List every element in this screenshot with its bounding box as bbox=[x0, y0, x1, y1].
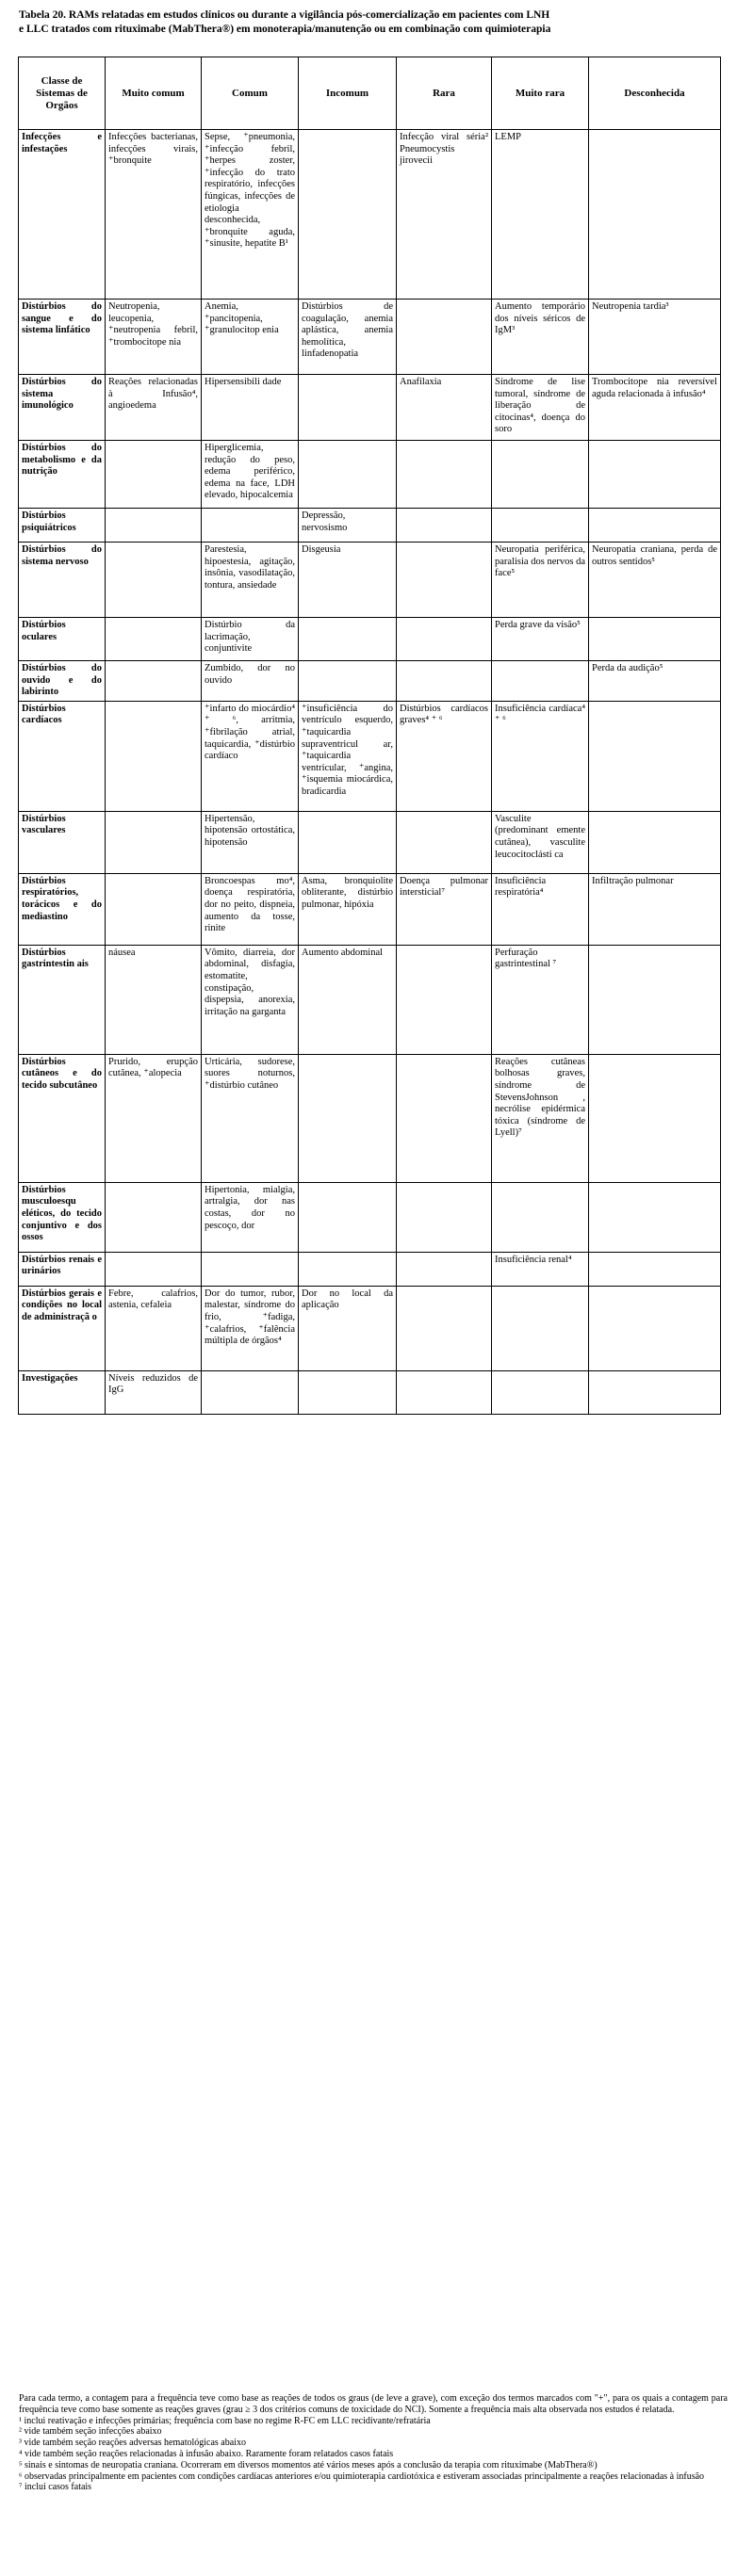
table-cell-unknown bbox=[589, 1370, 721, 1414]
cell-text: Parestesia, hipoestesia, agitação, insônia, vasodilatação, tontura, ansiedade bbox=[205, 544, 295, 591]
header-common: Comum bbox=[202, 57, 299, 130]
table-cell-rare bbox=[397, 1370, 492, 1414]
table-row bbox=[19, 661, 721, 702]
header-unknown: Desconhecida bbox=[589, 57, 721, 130]
header-uncommon: Incomum bbox=[299, 57, 397, 130]
footnote-intro: Para cada termo, a contagem para a frequência teve como base as reações de todos os graus (de leve a grave), com exceção dos termos marcados com "+", para os quais a contagem para frequência teve como base somente as reações graves (grau ≥ 3 dos critérios comuns de toxicidade do NCI). Somente a frequência mais alta observada nos estudos é relatada. bbox=[19, 2393, 728, 2415]
table-cell-system-class bbox=[19, 945, 106, 1054]
table-cell-very-rare bbox=[492, 873, 589, 945]
cell-text: Distúrbios gastrintestin ais bbox=[22, 947, 89, 970]
cell-text: Febre, calafrios, astenia, cefaleia bbox=[108, 1288, 198, 1311]
cell-text: Infiltração pulmonar bbox=[592, 875, 674, 886]
table-cell-very-rare bbox=[492, 945, 589, 1054]
table-cell-very-rare bbox=[492, 1370, 589, 1414]
table-cell-very-common bbox=[106, 661, 202, 702]
cell-text: Distúrbios respiratórios, torácicos e do mediastino bbox=[22, 875, 102, 922]
table-cell-uncommon bbox=[299, 1182, 397, 1252]
cell-text: Perda grave da visão⁵ bbox=[495, 620, 581, 630]
cell-text: Infecções e infestações bbox=[22, 132, 102, 154]
table-cell-system-class bbox=[19, 130, 106, 300]
cell-text: Vômito, diarreia, dor abdominal, disfagia, estomatite, constipação, dispepsia, anorexia, irritação na garganta bbox=[205, 947, 295, 1017]
cell-text: Sepse, ⁺pneumonia, ⁺infecção febril, ⁺herpes zoster, ⁺infecção do trato respiratório, infecções fúngicas, infecções de etiologia desconhecida, ⁺bronquite aguda, ⁺sinusite, hepatite B¹ bbox=[205, 132, 295, 250]
cell-text: ⁺infarto do miocárdio⁴ ⁺ ⁶, arritmia, ⁺fibrilação atrial, taquicardia, ⁺distúrbio cardíaco bbox=[205, 703, 295, 762]
table-cell-unknown bbox=[589, 543, 721, 618]
table-cell-rare bbox=[397, 300, 492, 375]
header-very-common: Muito comum bbox=[106, 57, 202, 130]
table-cell-rare bbox=[397, 1054, 492, 1182]
table-cell-unknown bbox=[589, 300, 721, 375]
cell-text: Neutropenia tardia³ bbox=[592, 301, 669, 312]
table-cell-unknown bbox=[589, 811, 721, 873]
table-cell-very-common bbox=[106, 1054, 202, 1182]
table-cell-uncommon bbox=[299, 701, 397, 811]
table-cell-unknown bbox=[589, 441, 721, 509]
cell-text: Distúrbios do sistema nervoso bbox=[22, 544, 102, 567]
table-row bbox=[19, 873, 721, 945]
cell-text: Níveis reduzidos de IgG bbox=[108, 1372, 198, 1396]
table-cell-very-common bbox=[106, 441, 202, 509]
table-cell-unknown bbox=[589, 1054, 721, 1182]
table-cell-system-class bbox=[19, 375, 106, 441]
table-row bbox=[19, 618, 721, 661]
cell-text: Insuficiência renal⁴ bbox=[495, 1254, 572, 1265]
table-cell-common bbox=[202, 1182, 299, 1252]
table-cell-uncommon bbox=[299, 811, 397, 873]
table-cell-system-class bbox=[19, 1252, 106, 1286]
table-cell-uncommon bbox=[299, 1252, 397, 1286]
table-body bbox=[19, 130, 721, 1415]
table-cell-uncommon bbox=[299, 130, 397, 300]
table-row bbox=[19, 701, 721, 811]
table-cell-rare bbox=[397, 1252, 492, 1286]
table-cell-very-common bbox=[106, 1252, 202, 1286]
table-row bbox=[19, 441, 721, 509]
table-cell-very-rare bbox=[492, 811, 589, 873]
cell-text: Zumbido, dor no ouvido bbox=[205, 663, 295, 686]
table-cell-very-common bbox=[106, 300, 202, 375]
table-cell-very-common bbox=[106, 375, 202, 441]
table-cell-rare bbox=[397, 811, 492, 873]
cell-text: Depressão, nervosismo bbox=[302, 510, 348, 533]
table-cell-unknown bbox=[589, 130, 721, 300]
footnote-item: ⁵ sinais e sintomas de neuropatia craniana. Ocorreram em diversos momentos até vários meses após a conclusão da terapia com rituximabe (MabThera®) bbox=[19, 2459, 598, 2471]
cell-text: Infecções bacterianas, infecções virais, ⁺bronquite bbox=[108, 132, 198, 167]
table-cell-very-common bbox=[106, 1370, 202, 1414]
cell-text: Distúrbios cardíacos bbox=[22, 703, 66, 726]
footnote-item: ³ vide também seção reações adversas hematológicas abaixo bbox=[19, 2438, 246, 2449]
cell-text: Insuficiência cardíaca⁴ ⁺ ⁶ bbox=[495, 703, 585, 726]
table-cell-uncommon bbox=[299, 873, 397, 945]
table-cell-system-class bbox=[19, 1286, 106, 1370]
cell-text: Infecção viral séria² Pneumocystis jirovecii bbox=[400, 132, 488, 167]
table-cell-uncommon bbox=[299, 618, 397, 661]
table-cell-rare bbox=[397, 661, 492, 702]
table-cell-common bbox=[202, 130, 299, 300]
table-cell-very-common bbox=[106, 811, 202, 873]
table-cell-very-rare bbox=[492, 130, 589, 300]
table-cell-uncommon bbox=[299, 1054, 397, 1182]
header-system-class: Classe de Sistemas de Orgãos bbox=[19, 57, 106, 130]
table-cell-unknown bbox=[589, 1252, 721, 1286]
table-cell-very-rare bbox=[492, 1252, 589, 1286]
table-cell-uncommon bbox=[299, 945, 397, 1054]
cell-text: Reações relacionadas à Infusão⁴, angioedema bbox=[108, 377, 198, 412]
table-cell-system-class bbox=[19, 300, 106, 375]
table-row bbox=[19, 543, 721, 618]
cell-text: Anemia, ⁺pancitopenia, ⁺granulocitop enia bbox=[205, 301, 279, 336]
header-very-rare: Muito rara bbox=[492, 57, 589, 130]
table-cell-uncommon bbox=[299, 1370, 397, 1414]
table-cell-common bbox=[202, 701, 299, 811]
table-row bbox=[19, 375, 721, 441]
table-cell-uncommon bbox=[299, 441, 397, 509]
table-cell-very-rare bbox=[492, 441, 589, 509]
cell-text: Hiperglicemia, redução do peso, edema periférico, edema na face, LDH elevado, hipocalcemia bbox=[205, 443, 295, 501]
table-cell-very-common bbox=[106, 618, 202, 661]
cell-text: Disgeusia bbox=[302, 544, 341, 555]
cell-text: Distúrbio da lacrimação, conjuntivite bbox=[205, 620, 295, 655]
table-cell-very-common bbox=[106, 945, 202, 1054]
table-cell-rare bbox=[397, 1286, 492, 1370]
footnote-item: ⁷ inclui casos fatais bbox=[19, 2482, 92, 2493]
table-cell-very-rare bbox=[492, 661, 589, 702]
table-row bbox=[19, 1252, 721, 1286]
cell-text: Insuficiência respiratória⁴ bbox=[495, 875, 547, 899]
table-cell-common bbox=[202, 441, 299, 509]
cell-text: Distúrbios vasculares bbox=[22, 813, 66, 836]
cell-text: Distúrbios do ouvido e do labirinto bbox=[22, 663, 102, 698]
cell-text: Neuropatia craniana, perda de outros sentidos⁵ bbox=[592, 544, 717, 567]
table-cell-uncommon bbox=[299, 543, 397, 618]
cell-text: Perfuração gastrintestinal ⁷ bbox=[495, 947, 557, 970]
table-cell-very-rare bbox=[492, 509, 589, 543]
table-cell-very-rare bbox=[492, 543, 589, 618]
cell-text: Anafilaxia bbox=[400, 377, 442, 387]
table-cell-rare bbox=[397, 441, 492, 509]
table-cell-unknown bbox=[589, 701, 721, 811]
table-cell-very-rare bbox=[492, 300, 589, 375]
cell-text: Síndrome de lise tumoral, síndrome de liberação de citocinas⁴, doença do soro bbox=[495, 377, 585, 435]
table-cell-common bbox=[202, 509, 299, 543]
cell-text: Distúrbios cardíacos graves⁴ ⁺ ⁶ bbox=[400, 703, 488, 726]
table-cell-unknown bbox=[589, 1286, 721, 1370]
table-caption bbox=[19, 8, 728, 37]
table-cell-uncommon bbox=[299, 509, 397, 543]
table-cell-very-rare bbox=[492, 1182, 589, 1252]
table-row bbox=[19, 1370, 721, 1414]
table-cell-common bbox=[202, 1286, 299, 1370]
table-cell-common bbox=[202, 543, 299, 618]
cell-text: Neutropenia, leucopenia, ⁺neutropenia febril, ⁺trombocitope nia bbox=[108, 301, 198, 348]
table-row bbox=[19, 509, 721, 543]
caption-line-1: Tabela 20. RAMs relatadas em estudos clínicos ou durante a vigilância pós-comercialização em pacientes com LNH bbox=[19, 9, 550, 21]
table-cell-very-rare bbox=[492, 1286, 589, 1370]
table-cell-very-common bbox=[106, 130, 202, 300]
cell-text: Distúrbios renais e urinários bbox=[22, 1254, 102, 1277]
table-cell-common bbox=[202, 661, 299, 702]
header-rare: Rara bbox=[397, 57, 492, 130]
table-cell-system-class bbox=[19, 1182, 106, 1252]
cell-text: Dor no local da aplicação bbox=[302, 1288, 393, 1311]
table-row bbox=[19, 1286, 721, 1370]
cell-text: Distúrbios cutâneos e do tecido subcutâneo bbox=[22, 1056, 102, 1091]
table-cell-very-common bbox=[106, 701, 202, 811]
cell-text: náusea bbox=[108, 947, 136, 958]
table-row bbox=[19, 811, 721, 873]
table-cell-rare bbox=[397, 701, 492, 811]
table-cell-common bbox=[202, 1370, 299, 1414]
table-cell-unknown bbox=[589, 661, 721, 702]
cell-text: Trombocitope nia reversível aguda relacionada à infusão⁴ bbox=[592, 377, 717, 399]
table-cell-very-rare bbox=[492, 701, 589, 811]
cell-text: Distúrbios oculares bbox=[22, 620, 66, 642]
cell-text: Urticária, sudorese, suores noturnos, ⁺distúrbio cutâneo bbox=[205, 1056, 295, 1091]
cell-text: Distúrbios musculoesqu eléticos, do tecido conjuntivo e dos ossos bbox=[22, 1184, 102, 1243]
cell-text: Dor do tumor, rubor, malestar, síndrome do frio, ⁺fadiga, ⁺calafrios, ⁺falência múltipla de órgãos⁴ bbox=[205, 1288, 295, 1347]
table-cell-unknown bbox=[589, 618, 721, 661]
table-cell-system-class bbox=[19, 441, 106, 509]
cell-text: Vasculite (predominant emente cutânea), vasculite leucocitoclásti ca bbox=[495, 813, 585, 860]
table-row bbox=[19, 130, 721, 300]
table-cell-uncommon bbox=[299, 661, 397, 702]
cell-text: Distúrbios de coagulação, anemia aplástica, anemia hemolítica, linfadenopatia bbox=[302, 301, 393, 360]
caption-line-2: e LLC tratados com rituximabe (MabThera®) em monoterapia/manutenção ou em combinação com quimioterapia bbox=[19, 24, 551, 35]
table-row bbox=[19, 1054, 721, 1182]
table-cell-common bbox=[202, 375, 299, 441]
cell-text: Distúrbios gerais e condições no local de administraçã o bbox=[22, 1288, 102, 1322]
table-cell-rare bbox=[397, 618, 492, 661]
table-cell-common bbox=[202, 1054, 299, 1182]
table-row bbox=[19, 945, 721, 1054]
table-cell-rare bbox=[397, 543, 492, 618]
cell-text: Aumento abdominal bbox=[302, 947, 384, 958]
table-cell-rare bbox=[397, 130, 492, 300]
table-cell-very-common bbox=[106, 509, 202, 543]
cell-text: LEMP bbox=[495, 132, 522, 142]
table-cell-common bbox=[202, 618, 299, 661]
table-cell-very-common bbox=[106, 543, 202, 618]
table-cell-very-rare bbox=[492, 618, 589, 661]
table-cell-system-class bbox=[19, 1054, 106, 1182]
table-cell-common bbox=[202, 300, 299, 375]
cell-text: Distúrbios do metabolismo e da nutrição bbox=[22, 443, 102, 478]
table-cell-system-class bbox=[19, 873, 106, 945]
cell-text: Reações cutâneas bolhosas graves, síndrome de StevensJohnson , necrólise epidérmica tóxica (síndrome de Lyell)⁷ bbox=[495, 1056, 585, 1139]
cell-text: Investigações bbox=[22, 1372, 78, 1384]
table-cell-system-class bbox=[19, 618, 106, 661]
adverse-reactions-table bbox=[18, 57, 721, 1415]
cell-text: Broncoespas mo⁴, doença respiratória, dor no peito, dispneia, aumento da tosse, rinite bbox=[205, 875, 295, 934]
cell-text: Aumento temporário dos níveis séricos de IgM³ bbox=[495, 301, 585, 336]
table-cell-rare bbox=[397, 945, 492, 1054]
table-cell-very-common bbox=[106, 1182, 202, 1252]
table-cell-rare bbox=[397, 1182, 492, 1252]
table-cell-system-class bbox=[19, 509, 106, 543]
table-cell-system-class bbox=[19, 1370, 106, 1414]
table-cell-very-rare bbox=[492, 1054, 589, 1182]
cell-text: Prurido, erupção cutânea, ⁺alopecia bbox=[108, 1056, 198, 1079]
table-row bbox=[19, 1182, 721, 1252]
table-cell-uncommon bbox=[299, 1286, 397, 1370]
table-cell-system-class bbox=[19, 701, 106, 811]
footnote-item: ⁴ vide também seção reações relacionadas à infusão abaixo. Raramente foram relatados casos fatais bbox=[19, 2448, 394, 2459]
table-cell-very-rare bbox=[492, 375, 589, 441]
cell-text: Distúrbios do sangue e do sistema linfático bbox=[22, 301, 102, 336]
table-cell-very-common bbox=[106, 873, 202, 945]
table-cell-system-class bbox=[19, 661, 106, 702]
footnote-item: ¹ inclui reativação e infecções primárias; frequência com base no regime R-FC em LLC recidivante/refratária bbox=[19, 2415, 431, 2426]
table-cell-rare bbox=[397, 873, 492, 945]
footnote-item: ⁶ observadas principalmente em pacientes com condições cardíacas anteriores e/ou quimioterapia cardiotóxica e estiveram associadas principalmente a reações relacionadas à infusão bbox=[19, 2471, 705, 2482]
table-footnotes bbox=[19, 2393, 728, 2493]
table-cell-common bbox=[202, 873, 299, 945]
cell-text: Distúrbios psiquiátricos bbox=[22, 510, 76, 533]
cell-text: Perda da audição⁵ bbox=[592, 663, 663, 673]
cell-text: Asma, bronquiolite obliterante, distúrbio pulmonar, hipóxia bbox=[302, 875, 393, 910]
table-cell-unknown bbox=[589, 1182, 721, 1252]
table-cell-rare bbox=[397, 375, 492, 441]
cell-text: Doença pulmonar intersticial⁷ bbox=[400, 875, 488, 899]
table-cell-common bbox=[202, 1252, 299, 1286]
table-row bbox=[19, 300, 721, 375]
table-cell-unknown bbox=[589, 945, 721, 1054]
cell-text: Distúrbios do sistema imunológico bbox=[22, 377, 102, 412]
table-cell-system-class bbox=[19, 811, 106, 873]
cell-text: ⁺insuficiência do ventrículo esquerdo, ⁺taquicardia supraventricul ar, ⁺taquicardia ventricular, ⁺angina, ⁺isquemia miocárdica, bradicardia bbox=[302, 703, 393, 797]
table-header-row bbox=[19, 57, 721, 130]
table-cell-uncommon bbox=[299, 300, 397, 375]
table-cell-unknown bbox=[589, 375, 721, 441]
cell-text: Neuropatia periférica, paralisia dos nervos da face⁵ bbox=[495, 544, 585, 579]
table-cell-unknown bbox=[589, 873, 721, 945]
table-cell-common bbox=[202, 811, 299, 873]
cell-text: Hipersensibili dade bbox=[205, 377, 282, 387]
table-cell-common bbox=[202, 945, 299, 1054]
table-cell-uncommon bbox=[299, 375, 397, 441]
cell-text: Hipertonia, mialgia, artralgia, dor nas costas, dor no pescoço, dor bbox=[205, 1184, 295, 1231]
cell-text: Hipertensão, hipotensão ortostática, hipotensão bbox=[205, 813, 295, 848]
table-cell-very-common bbox=[106, 1286, 202, 1370]
table-cell-unknown bbox=[589, 509, 721, 543]
footnote-item: ² vide também seção infecções abaixo bbox=[19, 2426, 162, 2438]
table-cell-system-class bbox=[19, 543, 106, 618]
table-cell-rare bbox=[397, 509, 492, 543]
